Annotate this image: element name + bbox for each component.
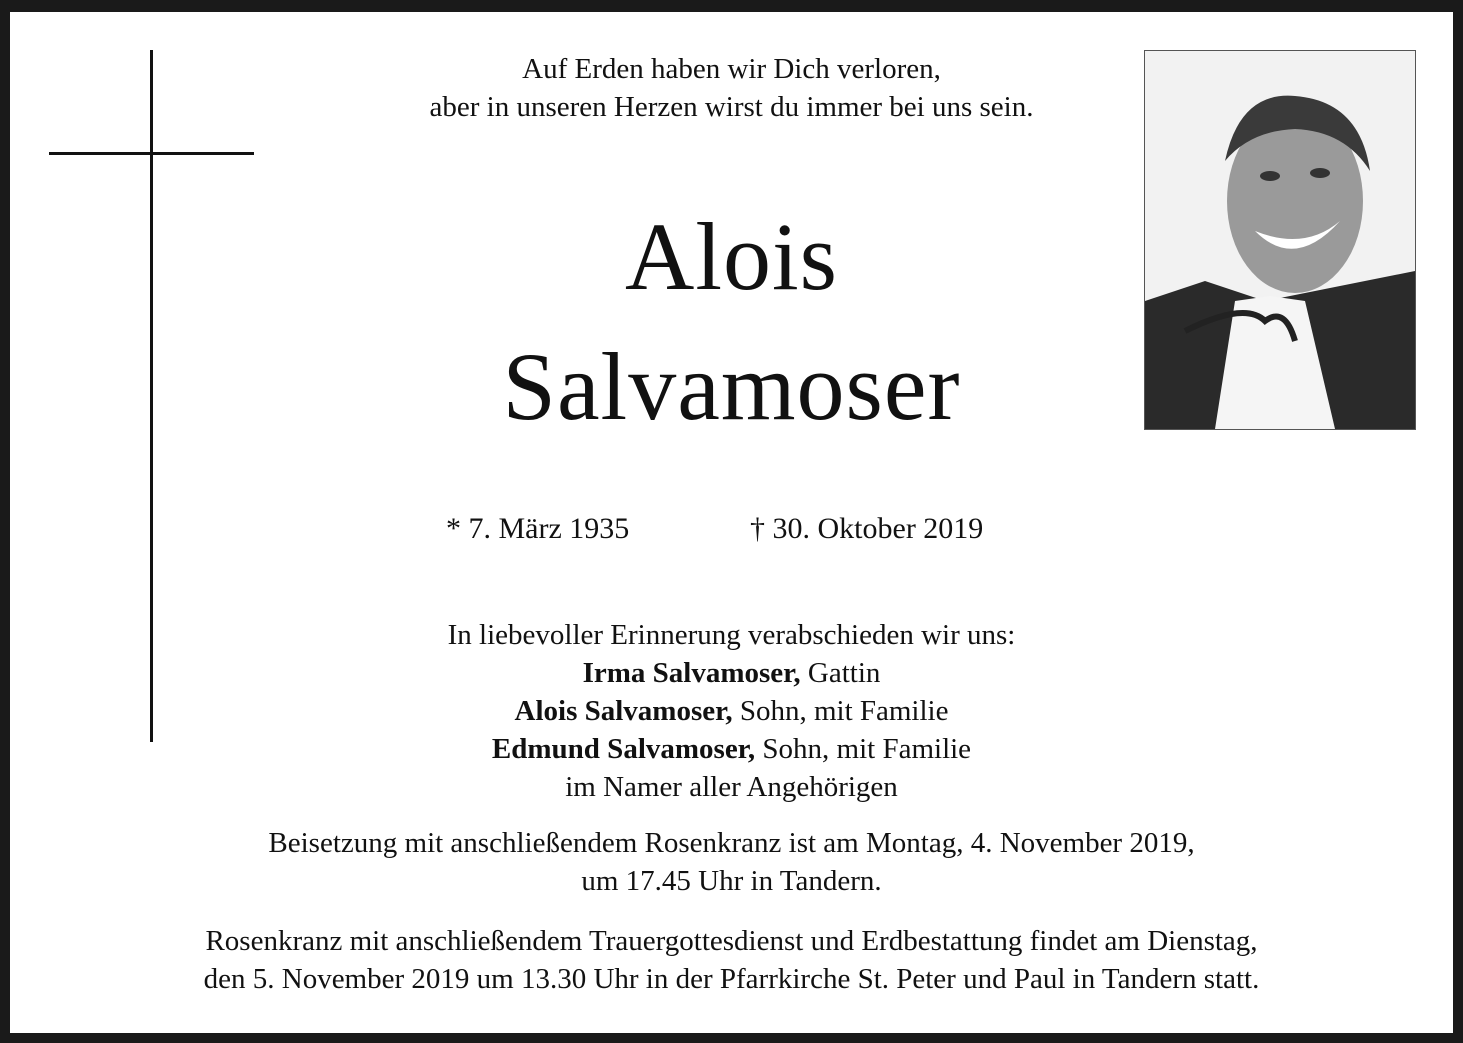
family-section [10,616,1453,806]
family-member [10,654,1453,692]
family-closing: im Namer aller Angehörigen [565,771,898,803]
service-line: Rosenkranz mit anschließendem Trauergottesdienst und Erdbestattung findet am Dienstag, [205,925,1258,957]
member-name: Irma Salvamoser, [582,657,801,689]
family-member [10,692,1453,730]
family-intro: In liebevoller Erinnerung verabschieden wir uns: [447,619,1016,651]
motto-line: aber in unseren Herzen wirst du immer bei uns sein. [429,91,1034,123]
death-date: † 30. Oktober 2019 [750,512,984,545]
member-relation: Sohn, mit Familie [755,733,972,765]
deceased-first-name: Alois [624,203,839,310]
deceased-last-name: Salvamoser [502,333,961,440]
family-member [10,730,1453,768]
burial-info [10,824,1453,900]
member-relation: Sohn, mit Familie [732,695,949,727]
burial-line: Beisetzung mit anschließendem Rosenkranz ist am Montag, 4. November 2019, [268,827,1195,859]
motto-line: Auf Erden haben wir Dich verloren, [522,53,941,85]
service-line: den 5. November 2019 um 13.30 Uhr in der Pfarrkirche St. Peter und Paul in Tandern statt. [203,963,1260,995]
member-name: Alois Salvamoser, [514,695,733,727]
burial-line: um 17.45 Uhr in Tandern. [581,865,882,897]
obituary-card [10,12,1453,1033]
service-info [10,922,1453,998]
birth-date: * 7. März 1935 [446,512,630,545]
motto [10,50,1453,126]
member-relation: Gattin [800,657,881,689]
member-name: Edmund Salvamoser, [491,733,756,765]
cross-icon-horizontal [49,152,254,155]
